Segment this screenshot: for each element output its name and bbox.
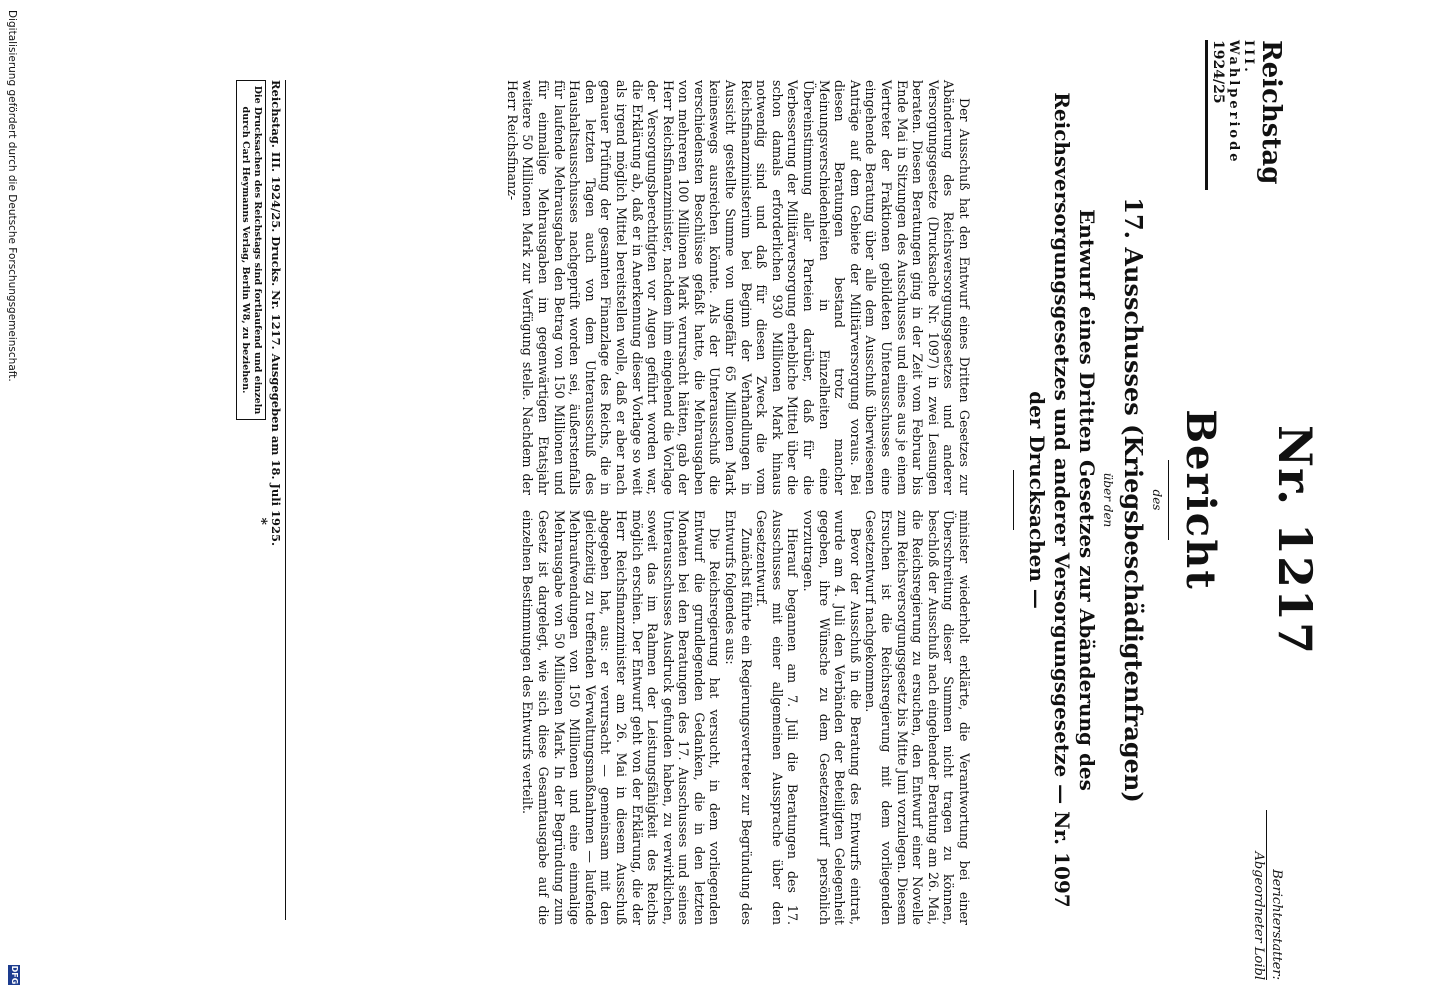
session-years: 1924/25 (1205, 40, 1226, 190)
footer-star: * (253, 517, 269, 525)
institution-name: Reichstag (1256, 40, 1286, 185)
reporter-block (1249, 810, 1284, 980)
title-des: des (1150, 489, 1164, 511)
digitization-credit: Digitalisierung gefördert durch die Deutsche Forschungsgemeinschaft. (6, 10, 18, 382)
reporter-name: Abgeordneter Loibl (1249, 810, 1267, 980)
paragraph: Zunächst führte ein Regierungsvertreter zur Begründung des Entwurfs folgendes aus: (723, 510, 754, 925)
paragraph: Der Ausschuß hat den Entwurf eines Dritten Gesetzes zur Abänderung des Reichsversorgungsgesetzes und anderer Versorgungsgesetze (Drucksache Nr. 1097) in zwei Lesungen beraten. Diesen Beratungen ging in der Zeit vom Februar bis Ende Mai in Sitzungen des Ausschusses und eines aus je einem Vertreter der Fraktionen gebildeten Unterausschusses eine eingehende Beratung über alle dem Ausschuß überwiesenen Anträge auf dem Gebiete der Militärversorgung voraus. Bei diesen Beratungen bestand trotz mancher Meinungsverschiedenheiten in Einzelheiten eine Übereinstimmung aller Parteien darüber, daß für die Verbesserung der Militärversorgung erhebliche Mittel über die schon damals erforderlichen 930 Millionen Mark hinaus notwendig sind und daß für diesen Zweck die vom Reichsfinanzministerium bei Beginn der Verhandlungen in Aussicht gestellte Summe von ungefähr 65 Millionen Mark keineswegs ausreichen könnte. Als der Unterausschuß die verschiedensten Beschlüsse gefaßt hatte, die Mehrausgaben von mehreren 100 Millionen Mark verursacht hätten, gab der Herr Reichsfinanzminister, nachdem ihm eingehend die Vorlage der Versorgungsberechtigten vor Augen geführt worden war, die Erklärung ab, daß er in Anerkennung dieser Vorlage so weit als irgend möglich Mittel bereitstellen wolle, daß er aber nach genauer Prüfung der gesamten Finanzlage des Reichs, die in den letzten Tagen auch von dem Unterausschuß des Haushaltsausschusses nachgeprüft worden sei, äußerstenfalls für laufende Mehrausgaben den Betrag von 150 Millionen und für einmalige Mehrausgaben im gegenwärtigen Etatsjahr weitere 50 Millionen Mark zur Verfügung stelle. Nachdem der Herr Reichsfinanz- (504, 80, 972, 495)
committee-title: 17. Ausschusses (Kriegsbeschädigtenfragen) (1119, 197, 1148, 803)
paragraph: Die Reichsregierung hat versucht, in dem vorliegenden Entwurf die grundlegenden Gedanken, die in den letzten Monaten bei den Beratungen des 17. Ausschusses und seines Unterausschusses Ausdruck gefunden haben, zu verwirklichen, soweit das im Rahmen der Leistungsfähigkeit des Reichs möglich erschien. Der Entwurf geht von der Erklärung, die der Herr Reichsfinanzminister am 26. Mai in diesem Ausschuß abgegeben hat, aus: er verursacht — gemeinsam mit den gleichzeitig zu treffenden Verwaltungsmaßnahmen — laufende Mehraufwendungen von 150 Millionen und eine einmalige Mehrausgabe von 50 Millionen Mark. In der Begründung zum Gesetz ist dargelegt, wie sich diese Gesamtausgabe auf die einzelnen Bestimmungen des Entwurfs verteilt. (520, 510, 723, 925)
paragraph: Hierauf begannen am 7. Juli die Beratungen des 17. Ausschusses mit einer allgemeinen Aussprache über den Gesetzentwurf. (754, 510, 801, 925)
distribution-note: Die Drucksachen des Reichstags sind fortlaufend und einzeln durch Carl Heymanns Verlag, Berlin W8, zu beziehen. (236, 80, 266, 420)
report-title: Bericht (1177, 409, 1224, 591)
paragraph: Bevor der Ausschuß in die Beratung des Entwurfs eintrat, wurde am 4. Juli den Verbänden der Beteiligten Gelegenheit gegeben, ihre Wünsche zu dem Gesetzentwurf persönlich vorzutragen. (801, 510, 863, 925)
imprint-text: Reichstag. III. 1924/25. Drucks. Nr. 1217. Ausgegeben am 18. Juli 1925. (269, 80, 283, 547)
reporter-label: Berichterstatter: (1269, 869, 1284, 980)
election-period: III. Wahlperiode (1226, 40, 1256, 165)
body-column-left (504, 80, 972, 495)
title-rule (1168, 460, 1169, 540)
paragraph: minister wiederholt erklärte, die Verantwortung bei einer Überschreitung dieser Summen nicht tragen zu können, beschloß der Ausschuß nach eingehender Beratung am 26. Mai, die Reichsregierung zu ersuchen, den Entwurf einer Novelle zum Reichsversorgungsgesetz bis Mitte Juni vorzulegen. Diesem Ersuchen ist die Reichsregierung mit dem vorliegenden Gesetzentwurf nachgekommen. (863, 510, 972, 925)
dfg-logo-icon: DFG (10, 965, 19, 985)
section-rule (1013, 470, 1014, 530)
subject-title: Entwurf eines Dritten Gesetzes zur Abänderung des Reichsversorgungsgesetzes und anderer Versorgungsgesetze — Nr. 1097 der Drucksachen — (1025, 92, 1099, 908)
document-number: Nr. 1217 (1268, 424, 1322, 656)
body-column-right (520, 510, 972, 925)
title-ueber: über den (1101, 472, 1115, 528)
title-block (1013, 80, 1234, 920)
